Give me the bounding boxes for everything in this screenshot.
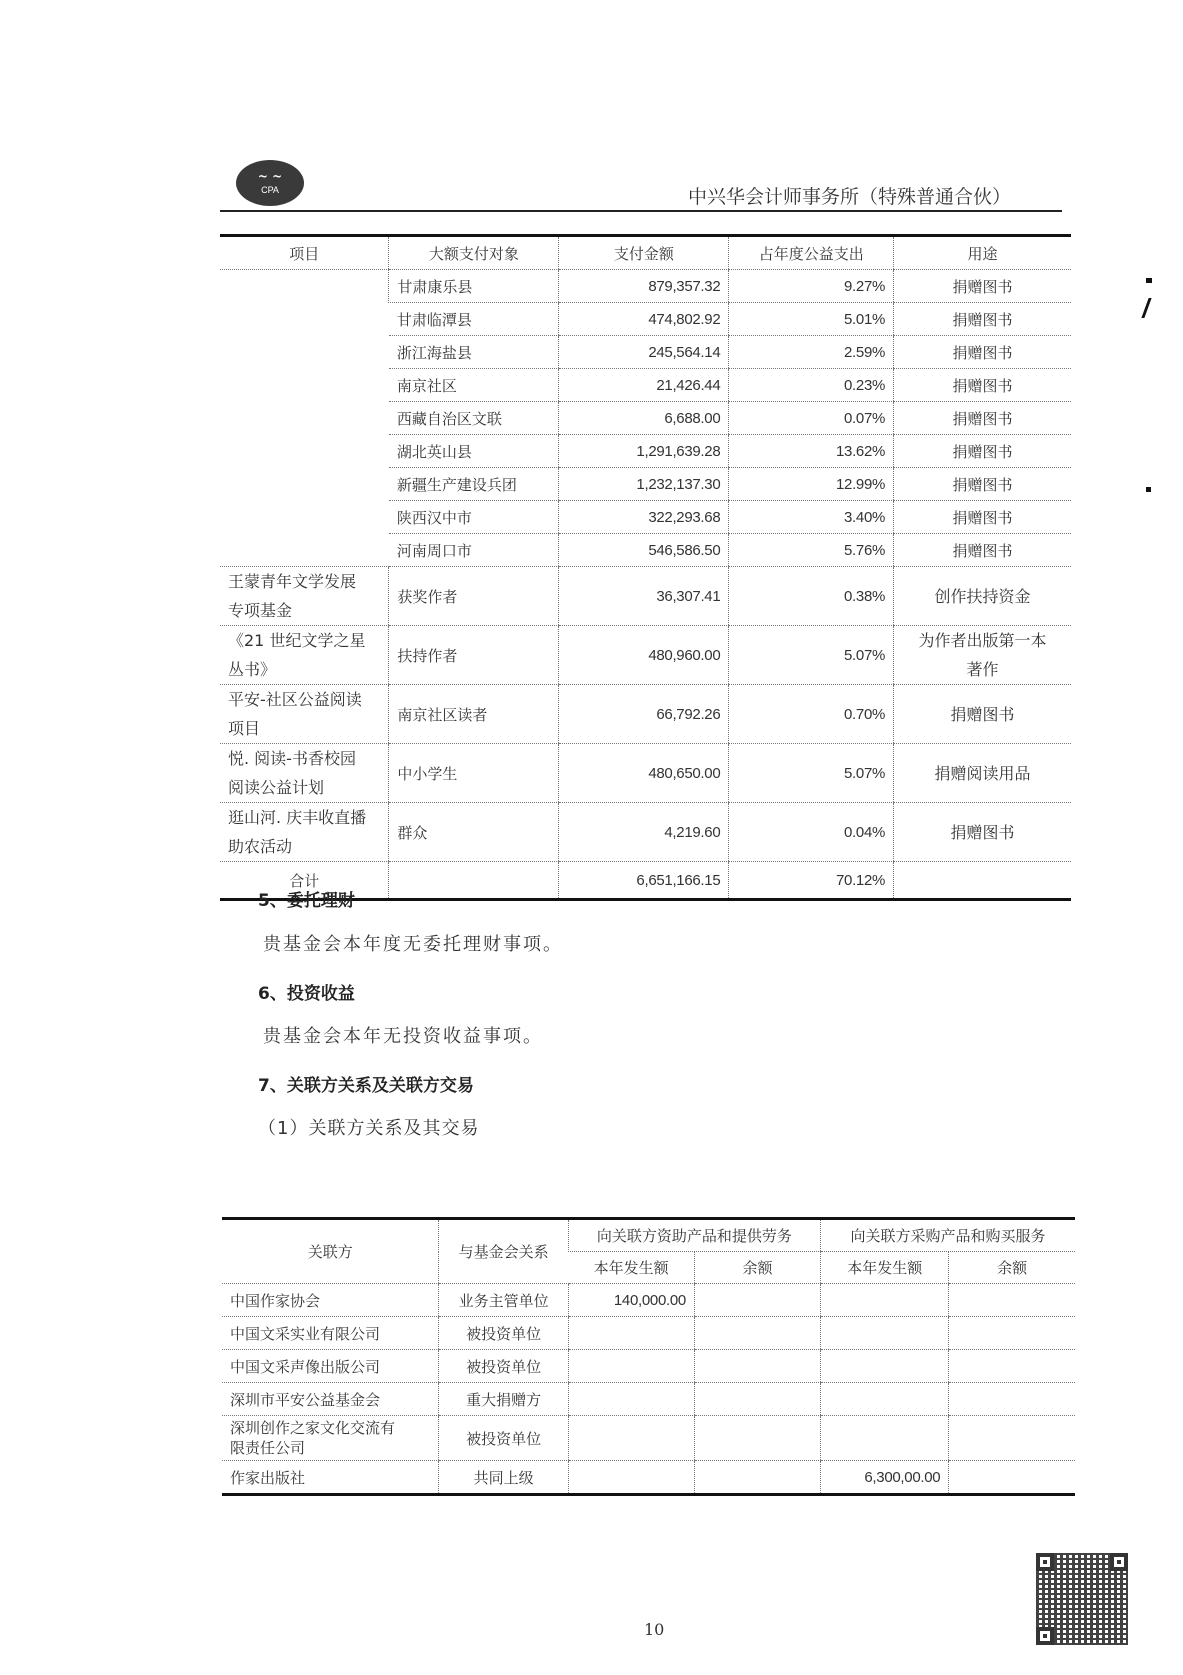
total-use-empty [894,862,1071,900]
purchase-balance-cell [949,1350,1075,1383]
pct-cell: 5.07% [729,626,894,685]
table2-header-row-1 [222,1219,1075,1252]
project-line-2: 丛书》 [228,660,277,679]
scan-mark [1141,298,1151,318]
target-cell: 获奖作者 [389,567,559,626]
use-cell: 捐赠图书 [894,402,1071,435]
table-row [220,744,1071,803]
project-line-2: 项目 [228,719,261,738]
col-header-use: 用途 [894,236,1071,270]
col-header-target: 大额支付对象 [389,236,559,270]
amount-cell: 546,586.50 [559,534,729,567]
col-header-project: 项目 [220,236,389,270]
amount-cell: 4,219.60 [559,803,729,862]
relation-cell: 业务主管单位 [439,1284,568,1317]
relation-cell: 被投资单位 [439,1317,568,1350]
provide-current-cell [568,1416,694,1461]
provide-balance-cell [694,1350,820,1383]
amount-cell: 474,802.92 [559,303,729,336]
scan-mark [1146,487,1151,492]
table-row [220,270,1071,303]
purchase-current-cell [821,1416,949,1461]
project-cell [220,567,389,626]
project-line-2: 专项基金 [228,601,293,620]
pct-cell: 0.38% [729,567,894,626]
use-cell: 捐赠图书 [894,435,1071,468]
table-row [220,567,1071,626]
use-cell [894,567,1071,626]
purchase-current-cell [821,1383,949,1416]
pct-cell: 0.70% [729,685,894,744]
section-7-title: 7、关联方关系及关联方交易 [258,1076,474,1096]
provide-balance-cell [694,1416,820,1461]
pct-cell: 5.76% [729,534,894,567]
amount-cell: 66,792.26 [559,685,729,744]
project-cell [220,744,389,803]
table-row [222,1317,1075,1350]
use-cell: 捐赠图书 [894,336,1071,369]
pct-cell: 0.04% [729,803,894,862]
party-cell: 深圳市平安公益基金会 [222,1383,439,1416]
provide-balance-cell [694,1284,820,1317]
use-cell: 捐赠图书 [894,369,1071,402]
pct-cell: 12.99% [729,468,894,501]
party-cell [222,1416,439,1461]
project-line-1: 逛山河. 庆丰收直播 [228,808,367,827]
party-line-2: 限责任公司 [230,1439,306,1457]
party-line-1: 深圳创作之家文化交流有 [230,1419,396,1437]
total-amount: 6,651,166.15 [559,862,729,900]
related-party-table [222,1217,1075,1496]
amount-cell: 1,232,137.30 [559,468,729,501]
col-header-provide-balance: 余额 [694,1252,820,1284]
total-label: 合计 [289,871,320,890]
project-line-1: 悦. 阅读-书香校园 [228,749,356,768]
project-cell-empty [220,270,389,567]
section-5-title: 5、委托理财 [258,891,355,911]
provide-current-cell [568,1383,694,1416]
purchase-balance-cell [949,1461,1075,1495]
relation-cell: 被投资单位 [439,1416,568,1461]
project-cell [220,685,389,744]
amount-cell: 480,650.00 [559,744,729,803]
table-row [222,1416,1075,1461]
table-header-row [220,236,1071,270]
party-cell: 中国作家协会 [222,1284,439,1317]
amount-cell: 879,357.32 [559,270,729,303]
pct-cell: 13.62% [729,435,894,468]
pct-cell: 0.23% [729,369,894,402]
project-line-1: 王蒙青年文学发展 [228,572,357,591]
use-line-1: 捐赠阅读用品 [934,763,1031,783]
col-group-header-provide: 向关联方资助产品和提供劳务 [568,1219,820,1252]
use-cell: 捐赠图书 [894,303,1071,336]
table-row [220,685,1071,744]
relation-cell: 共同上级 [439,1461,568,1495]
logo-icon: ~ ~ [257,169,283,183]
use-cell [894,744,1071,803]
amount-cell: 21,426.44 [559,369,729,402]
section-6-title: 6、投资收益 [258,984,355,1004]
project-line-2: 阅读公益计划 [228,778,325,797]
scan-mark [1146,278,1152,283]
firm-name: 中兴华会计师事务所（特殊普通合伙） [688,186,1012,208]
col-header-pct: 占年度公益支出 [729,236,894,270]
logo-cpa-text: CPA [261,185,279,195]
provide-balance-cell [694,1317,820,1350]
page-number: 10 [644,1620,665,1639]
target-cell: 河南周口市 [389,534,559,567]
purchase-balance-cell [949,1383,1075,1416]
party-cell: 作家出版社 [222,1461,439,1495]
use-cell: 捐赠图书 [894,501,1071,534]
col-header-amount: 支付金额 [559,236,729,270]
col-header-purchase-balance: 余额 [949,1252,1075,1284]
purchase-current-cell [821,1350,949,1383]
table-row [222,1383,1075,1416]
amount-cell: 245,564.14 [559,336,729,369]
provide-current-cell [568,1461,694,1495]
col-header-party: 关联方 [222,1219,439,1284]
target-cell: 南京社区 [389,369,559,402]
target-cell: 甘肃临潭县 [389,303,559,336]
table-row [222,1350,1075,1383]
use-cell [894,685,1071,744]
col-group-header-purchase: 向关联方采购产品和购买服务 [821,1219,1075,1252]
use-line-2: 著作 [966,660,999,679]
purchase-current-cell [821,1284,949,1317]
provide-balance-cell [694,1461,820,1495]
purchase-balance-cell [949,1416,1075,1461]
target-cell: 浙江海盐县 [389,336,559,369]
purchase-current-cell: 6,300,00.00 [821,1461,949,1495]
use-cell [894,626,1071,685]
purchase-current-cell [821,1317,949,1350]
project-cell [220,626,389,685]
provide-current-cell [568,1350,694,1383]
target-cell: 群众 [389,803,559,862]
header-rule [220,210,1062,212]
table-row [222,1461,1075,1495]
provide-current-cell [568,1317,694,1350]
amount-cell: 6,688.00 [559,402,729,435]
project-line-1: 平安-社区公益阅读 [228,690,362,709]
col-header-purchase-current: 本年发生额 [821,1252,949,1284]
pct-cell: 9.27% [729,270,894,303]
section-5-text: 贵基金会本年度无委托理财事项。 [263,934,563,955]
amount-cell: 36,307.41 [559,567,729,626]
table-row [222,1284,1075,1317]
section-7-subtitle: （1）关联方关系及其交易 [258,1118,480,1139]
use-cell: 捐赠图书 [894,468,1071,501]
target-cell: 中小学生 [389,744,559,803]
target-cell: 湖北英山县 [389,435,559,468]
col-header-relation: 与基金会关系 [439,1219,568,1284]
party-cell: 中国文采实业有限公司 [222,1317,439,1350]
pct-cell: 2.59% [729,336,894,369]
purchase-balance-cell [949,1284,1075,1317]
target-cell: 扶持作者 [389,626,559,685]
section-6-text: 贵基金会本年无投资收益事项。 [263,1026,543,1047]
col-header-provide-current: 本年发生额 [568,1252,694,1284]
use-line-1: 为作者出版第一本 [918,631,1047,650]
table-row [220,803,1071,862]
total-pct: 70.12% [729,862,894,900]
pct-cell: 0.07% [729,402,894,435]
qr-code-icon [1036,1553,1128,1645]
use-cell: 捐赠图书 [894,534,1071,567]
target-cell: 甘肃康乐县 [389,270,559,303]
table-row [220,626,1071,685]
provide-current-cell: 140,000.00 [568,1284,694,1317]
project-line-1: 《21 世纪文学之星 [228,631,366,650]
use-line-1: 捐赠图书 [950,822,1015,842]
provide-balance-cell [694,1383,820,1416]
pct-cell: 5.01% [729,303,894,336]
relation-cell: 被投资单位 [439,1350,568,1383]
purchase-balance-cell [949,1317,1075,1350]
amount-cell: 1,291,639.28 [559,435,729,468]
firm-logo [236,160,304,206]
target-cell: 西藏自治区文联 [389,402,559,435]
use-cell [894,803,1071,862]
relation-cell: 重大捐赠方 [439,1383,568,1416]
use-line-1: 捐赠图书 [950,704,1015,724]
use-line-1: 创作扶持资金 [934,586,1031,606]
project-line-2: 助农活动 [228,837,293,856]
target-cell: 陕西汉中市 [389,501,559,534]
amount-cell: 480,960.00 [559,626,729,685]
target-cell: 新疆生产建设兵团 [389,468,559,501]
total-target-empty [389,862,559,900]
use-cell: 捐赠图书 [894,270,1071,303]
project-cell [220,803,389,862]
party-cell: 中国文采声像出版公司 [222,1350,439,1383]
target-cell: 南京社区读者 [389,685,559,744]
pct-cell: 3.40% [729,501,894,534]
large-payment-table [220,234,1071,901]
pct-cell: 5.07% [729,744,894,803]
amount-cell: 322,293.68 [559,501,729,534]
